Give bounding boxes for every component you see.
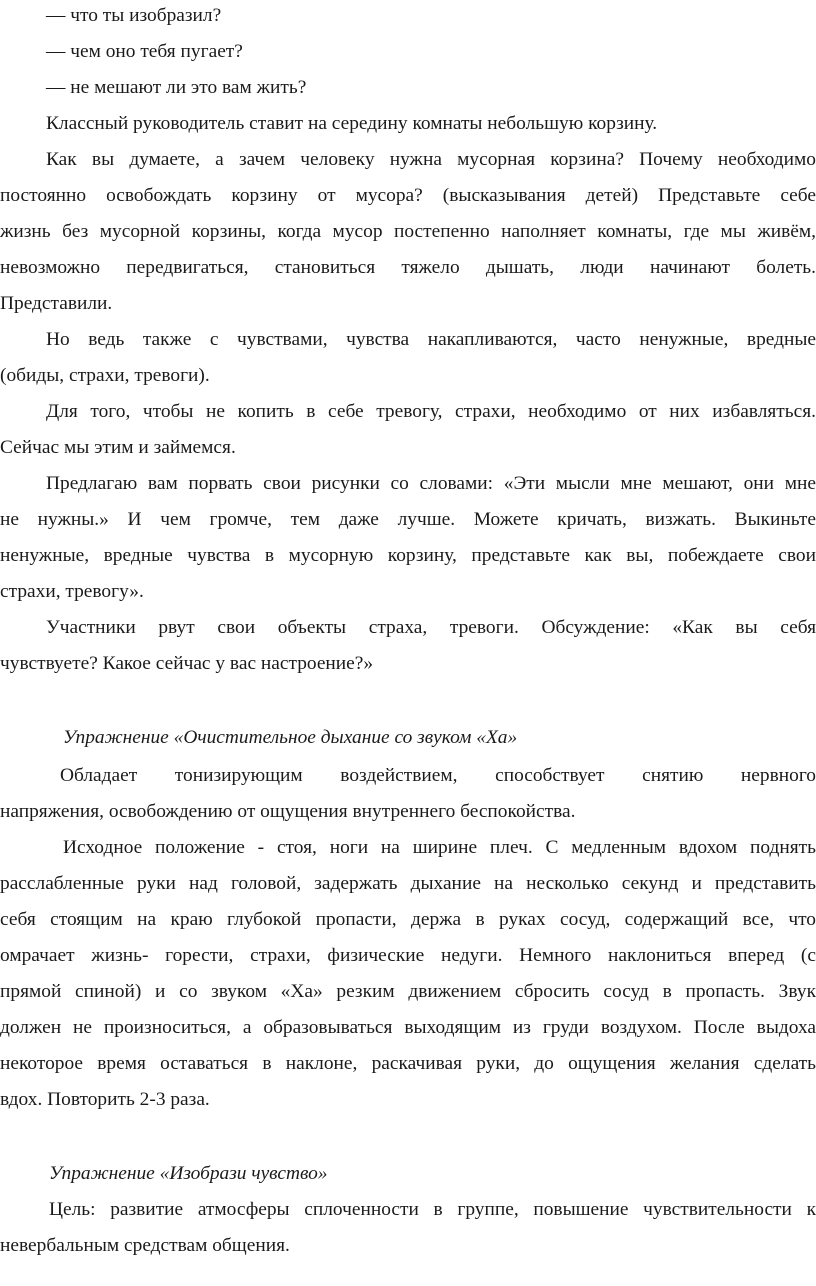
exercise-heading: Упражнение «Изобрази чувство» [49,1163,328,1184]
paragraph-line: напряжения, освобождению от ощущения внутреннего беспокойства. [0,801,576,822]
paragraph-line: страхи, тревогу». [0,581,144,602]
paragraph-line: некоторое время оставаться в наклоне, раскачивая руки, до ощущения желания сделать [0,1053,816,1074]
paragraph-line: себя стоящим на краю глубокой пропасти, держа в руках сосуд, содержащий все, что [0,909,816,930]
exercise-heading: Упражнение «Очистительное дыхание со звуком «Ха» [63,727,518,748]
dialogue-line: — чем оно тебя пугает? [46,41,243,62]
paragraph-line: омрачает жизнь- горести, страхи, физические недуги. Немного наклониться вперед (с [0,945,816,966]
paragraph-line: Обладает тонизирующим воздействием, способствует снятию нервного [60,765,816,786]
paragraph-line: невербальным средствам общения. [0,1235,290,1256]
paragraph-line: должен не произноситься, а образовываться выходящим из груди воздухом. После выдоха [0,1017,816,1038]
paragraph-line: ненужные, вредные чувства в мусорную корзину, представьте как вы, побеждаете свои [0,545,816,566]
paragraph-line: Цель: развитие атмосферы сплоченности в группе, повышение чувствительности к [49,1199,816,1220]
paragraph-line: не нужны.» И чем громче, тем даже лучше. Можете кричать, визжать. Выкиньте [0,509,816,530]
paragraph-line: Классный руководитель ставит на середину комнаты небольшую корзину. [46,113,658,134]
paragraph-line: Для того, чтобы не копить в себе тревогу, страхи, необходимо от них избавляться. [46,401,816,422]
paragraph-line: прямой спиной) и со звуком «Ха» резким движением сбросить сосуд в пропасть. Звук [0,981,816,1002]
paragraph-line: Представили. [0,293,113,314]
paragraph-line: чувствуете? Какое сейчас у вас настроение?» [0,653,374,674]
paragraph-line: вдох. Повторить 2-3 раза. [0,1089,210,1110]
paragraph-line: жизнь без мусорной корзины, когда мусор постепенно наполняет комнаты, где мы живём, [0,221,816,242]
paragraph-line: Сейчас мы этим и займемся. [0,437,236,458]
dialogue-line: — что ты изобразил? [46,5,222,26]
dialogue-line: — не мешают ли это вам жить? [46,77,307,98]
paragraph-line: Предлагаю вам порвать свои рисунки со словами: «Эти мысли мне мешают, они мне [46,473,816,494]
paragraph-line: (обиды, страхи, тревоги). [0,365,210,386]
paragraph-line: постоянно освобождать корзину от мусора? (высказывания детей) Представьте себе [0,185,816,206]
paragraph-line: Но ведь также с чувствами, чувства накапливаются, часто ненужные, вредные [46,329,816,350]
paragraph-line: Исходное положение - стоя, ноги на ширине плеч. С медленным вдохом поднять [63,837,816,858]
paragraph-line: невозможно передвигаться, становиться тяжело дышать, люди начинают болеть. [0,257,816,278]
paragraph-line: Участники рвут свои объекты страха, тревоги. Обсуждение: «Как вы себя [46,617,816,638]
paragraph-line: Как вы думаете, а зачем человеку нужна мусорная корзина? Почему необходимо [46,149,816,170]
paragraph-line: расслабленные руки над головой, задержать дыхание на несколько секунд и представить [0,873,816,894]
